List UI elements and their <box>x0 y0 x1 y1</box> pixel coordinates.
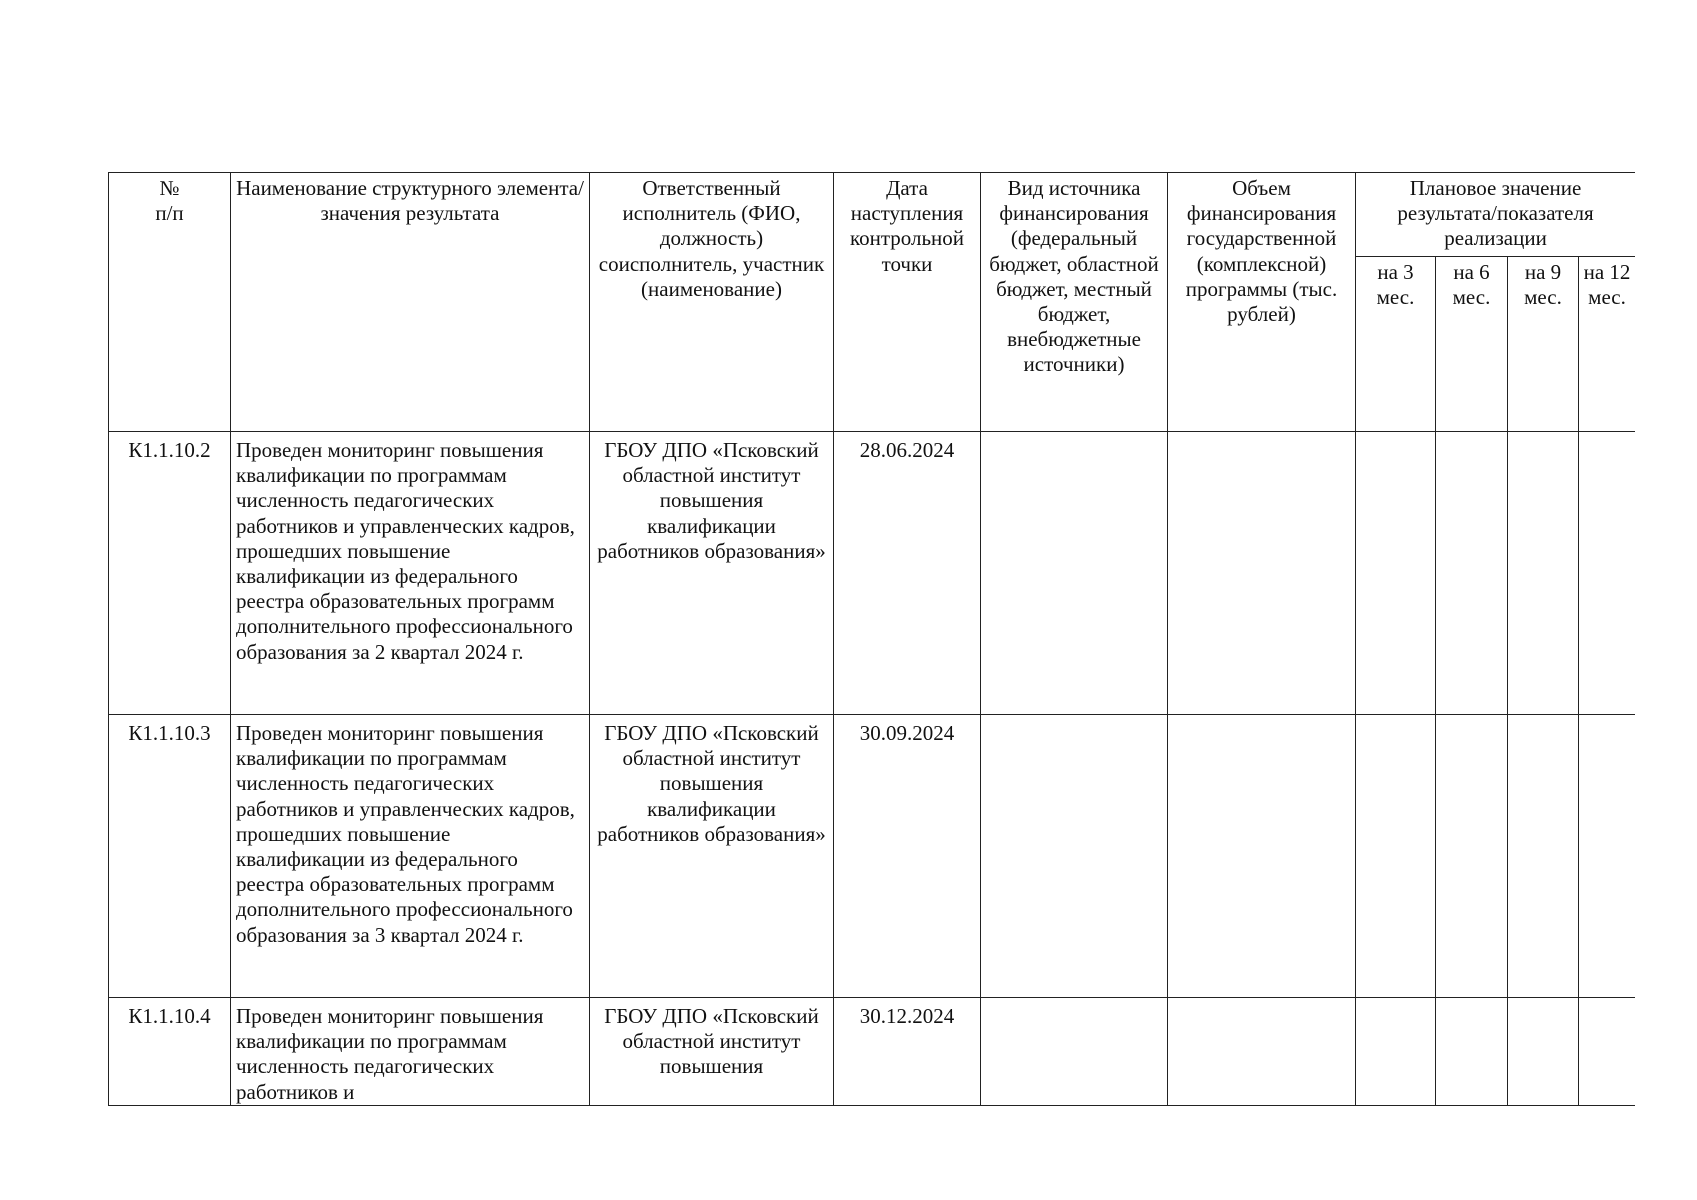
row-date-cell <box>834 998 981 1107</box>
header-executor <box>590 173 834 432</box>
row-date-cell <box>834 432 981 715</box>
row-source-cell <box>981 998 1168 1107</box>
row-source-cell <box>981 432 1168 715</box>
row-name-cell <box>231 998 590 1107</box>
header-volume-text: Объем финансирования государственной (комплексной) программы (тыс. рублей) <box>1185 176 1338 327</box>
row-num-cell <box>109 715 231 998</box>
header-plan-3-text: на 3 мес. <box>1376 260 1415 310</box>
row-plan-6-cell <box>1436 998 1508 1107</box>
row-plan-12-cell <box>1579 998 1636 1107</box>
row-plan-9-cell <box>1508 998 1579 1107</box>
row-name: Проведен мониторинг повышения квалификации по программам численность педагогических работников и управленческих кадров, прошедших повышение квалификации из федерального реестра образовательных программ дополнительного профессионального образования за 2 квартал 2024 г. <box>236 438 575 664</box>
header-plan-3 <box>1356 257 1436 432</box>
row-executor: ГБОУ ДПО «Псковский областной институт повышения <box>604 1004 819 1079</box>
header-plan-12 <box>1579 257 1636 432</box>
row-date-cell <box>834 715 981 998</box>
row-date: 28.06.2024 <box>859 438 955 462</box>
row-plan-12-cell <box>1579 715 1636 998</box>
header-source-text: Вид источника финансирования (федеральный бюджет, областной бюджет, местный бюджет, внебюджетные источники) <box>989 176 1159 377</box>
header-date <box>834 173 981 432</box>
header-plan-text: Плановое значение результата/показателя реализации <box>1397 176 1594 251</box>
row-plan-9-cell <box>1508 715 1579 998</box>
header-plan <box>1356 173 1636 257</box>
row-name-cell <box>231 715 590 998</box>
row-volume-cell <box>1168 432 1356 715</box>
table-row <box>109 432 1636 715</box>
header-num-text: № п/п <box>155 176 184 226</box>
header-date-text: Дата наступления контрольной точки <box>849 176 965 276</box>
table-row <box>109 715 1636 998</box>
row-plan-3-cell <box>1356 432 1436 715</box>
header-plan-6 <box>1436 257 1508 432</box>
row-executor: ГБОУ ДПО «Псковский областной институт повышения квалификации работников образования» <box>597 438 826 563</box>
row-volume-cell <box>1168 998 1356 1107</box>
header-plan-9 <box>1508 257 1579 432</box>
row-source-cell <box>981 715 1168 998</box>
row-num: К1.1.10.4 <box>128 1004 211 1028</box>
header-num <box>109 173 231 432</box>
row-num: К1.1.10.3 <box>128 721 211 745</box>
row-name: Проведен мониторинг повышения квалификации по программам численность педагогических работников и <box>236 1004 544 1104</box>
header-plan-6-text: на 6 мес. <box>1452 260 1491 310</box>
row-executor-cell <box>590 998 834 1107</box>
row-date: 30.12.2024 <box>859 1004 955 1028</box>
row-num-cell <box>109 998 231 1107</box>
row-executor-cell <box>590 715 834 998</box>
row-plan-3-cell <box>1356 715 1436 998</box>
header-plan-12-text: на 12 мес. <box>1583 260 1631 310</box>
row-plan-9-cell <box>1508 432 1579 715</box>
header-source <box>981 173 1168 432</box>
row-executor: ГБОУ ДПО «Псковский областной институт повышения квалификации работников образования» <box>597 721 826 846</box>
row-name: Проведен мониторинг повышения квалификации по программам численность педагогических работников и управленческих кадров, прошедших повышение квалификации из федерального реестра образовательных программ дополнительного профессионального образования за 3 квартал 2024 г. <box>236 721 575 947</box>
header-executor-text: Ответственный исполнитель (ФИО, должность) соисполнитель, участник (наименование) <box>598 176 825 301</box>
row-plan-12-cell <box>1579 432 1636 715</box>
row-date: 30.09.2024 <box>859 721 955 745</box>
plan-table-container <box>108 172 1635 1106</box>
plan-table <box>108 172 1635 1106</box>
row-volume-cell <box>1168 715 1356 998</box>
row-executor-cell <box>590 432 834 715</box>
header-name-text: Наименование структурного элемента/ значения результата <box>236 176 584 226</box>
row-num-cell <box>109 432 231 715</box>
table-header-row <box>109 173 1636 257</box>
row-plan-6-cell <box>1436 432 1508 715</box>
header-volume <box>1168 173 1356 432</box>
row-num: К1.1.10.2 <box>128 438 211 462</box>
row-name-cell <box>231 432 590 715</box>
row-plan-6-cell <box>1436 715 1508 998</box>
header-name <box>231 173 590 432</box>
row-plan-3-cell <box>1356 998 1436 1107</box>
table-row <box>109 998 1636 1107</box>
header-plan-9-text: на 9 мес. <box>1524 260 1562 310</box>
